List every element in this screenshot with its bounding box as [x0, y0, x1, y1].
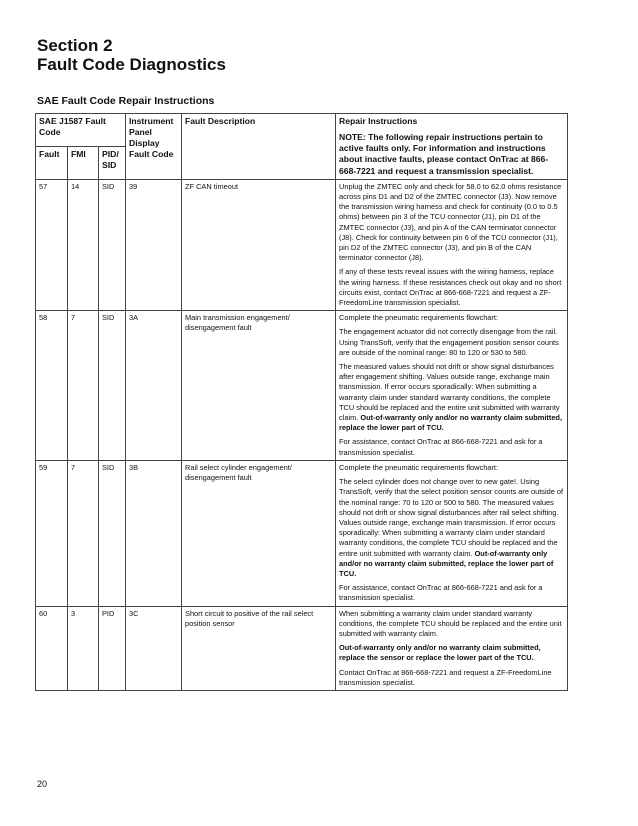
- table-row: [36, 606, 568, 690]
- repair-text-bold: Out-of-warranty only and/or no warranty claim submitted, replace the lower part of TCU.: [339, 548, 554, 578]
- description-cell: Rail select cylinder engagement/ disengagement fault: [182, 460, 336, 606]
- repair-instructions-header: [336, 114, 568, 180]
- repair-cell: [336, 606, 568, 690]
- section-number: Section 2: [37, 36, 113, 55]
- panel-code-cell: 3C: [126, 606, 182, 690]
- instrument-panel-header: Instrument Panel Display Fault Code: [126, 114, 182, 180]
- repair-cell: [336, 311, 568, 461]
- repair-paragraph: [339, 362, 564, 433]
- pid-sid-cell: SID: [99, 311, 126, 461]
- fault-description-header: Fault Description: [182, 114, 336, 180]
- repair-paragraph: For assistance, contact OnTrac at 866-668-7221 and ask for a transmission specialist.: [339, 437, 543, 457]
- repair-cell: [336, 460, 568, 606]
- repair-paragraph: [339, 643, 564, 663]
- fault-header: Fault: [36, 146, 68, 179]
- fmi-cell: 7: [68, 460, 99, 606]
- panel-code-cell: 3A: [126, 311, 182, 461]
- section-name: Fault Code Diagnostics: [37, 55, 226, 74]
- description-cell: Short circuit to positive of the rail select position sensor: [182, 606, 336, 690]
- header-row-top: [36, 114, 568, 147]
- repair-paragraph: The engagement actuator did not correctly disengage from the rail. Using TransSoft, verify that the engagement position sensor counts are outside of the nominal range: 80 to 120 or 530 to 580.: [339, 327, 559, 357]
- repair-instructions-note: NOTE: The following repair instructions pertain to active faults only. For information and instructions about inactive faults, please contact OnTrac at 866-668-7221 and request a transmission specialist.: [339, 132, 549, 176]
- fault-cell: 60: [36, 606, 68, 690]
- repair-paragraph: Contact OnTrac at 866-668-7221 and request a ZF-FreedomLine transmission specialist.: [339, 667, 552, 687]
- fault-cell: 58: [36, 311, 68, 461]
- fmi-cell: 14: [68, 179, 99, 310]
- table-row: [36, 460, 568, 606]
- fault-code-table: [35, 113, 568, 691]
- repair-paragraph: When submitting a warranty claim under standard warranty conditions, the complete TCU should be replaced and the entire unit submitted with warranty claim.: [339, 608, 562, 638]
- fmi-cell: 3: [68, 606, 99, 690]
- repair-cell: [336, 179, 568, 310]
- pid-sid-cell: SID: [99, 179, 126, 310]
- fault-cell: 57: [36, 179, 68, 310]
- fmi-header: FMI: [68, 146, 99, 179]
- repair-instructions-title: Repair Instructions: [339, 116, 418, 126]
- repair-paragraph: Complete the pneumatic requirements flowchart:: [339, 462, 498, 472]
- panel-code-cell: 39: [126, 179, 182, 310]
- repair-paragraph: If any of these tests reveal issues with the wiring harness, replace the wiring harness. If these resistances check out okay and no short circuits exist, contact OnTrac at 866-668-7221 and request a ZF-FreedomLine transmission specialist.: [339, 267, 562, 308]
- repair-text: The measured values should not drift or show signal disturbances after engagement shifting. Values outside range, exchange main transmission. If error occurs sporadically: When submitting a warranty claim under standard warranty conditions, the complete TCU should be replaced and the entire unit submitted with warranty claim.: [339, 362, 560, 423]
- pid-sid-header: PID/ SID: [99, 146, 126, 179]
- page-number: 20: [37, 779, 48, 789]
- repair-text-bold: Out-of-warranty only and/or no warranty claim submitted, replace the lower part of TCU.: [339, 413, 563, 433]
- table-row: [36, 179, 568, 310]
- repair-paragraph: Unplug the ZMTEC only and check for 58.0 to 62.0 ohms resistance across pins D1 and D2 of the ZMTEC connector (J3). Now remove the transmission wiring harness and check for continuity (0.0 to 0.5 ohms) between pin 3 of the TCU connector (J1), pin D1 of the ZMTEC connector (J3), and pin A of the CAN terminator connector (J8). Check for continuity between pin 6 of the TCU connector (J1), pin D2 of the ZMTEC connector (J3), and pin B of the CAN terminator connector (J8).: [339, 181, 562, 263]
- repair-text: The select cylinder does not change over to new gate!. Using TransSoft, verify that the select position sensor counts are outside of the nominal range: 70 to 120 or 500 to 580. The measured values should not drift or show signal disturbances after rail select shifting. Values outside range, exchange main transmission. If error occurs sporadically: When submitting a warranty claim under standard warranty conditions, the complete TCU should be replaced and the entire unit submitted with warranty claim.: [339, 477, 564, 558]
- fault-cell: 59: [36, 460, 68, 606]
- pid-sid-cell: SID: [99, 460, 126, 606]
- fmi-cell: 7: [68, 311, 99, 461]
- table-row: [36, 311, 568, 461]
- repair-paragraph: For assistance, contact OnTrac at 866-668-7221 and ask for a transmission specialist.: [339, 583, 543, 603]
- pid-sid-cell: PID: [99, 606, 126, 690]
- repair-text-bold: Out-of-warranty only and/or no warranty claim submitted, replace the sensor or replace the lower part of the TCU.: [339, 643, 541, 663]
- panel-code-cell: 3B: [126, 460, 182, 606]
- description-cell: Main transmission engagement/ disengagement fault: [182, 311, 336, 461]
- table-title: SAE Fault Code Repair Instructions: [37, 95, 215, 107]
- description-cell: ZF CAN timeout: [182, 179, 336, 310]
- repair-paragraph: Complete the pneumatic requirements flowchart:: [339, 313, 498, 323]
- section-title: [37, 36, 226, 74]
- sae-j1587-header: SAE J1587 Fault Code: [36, 114, 126, 147]
- repair-paragraph: [339, 477, 564, 579]
